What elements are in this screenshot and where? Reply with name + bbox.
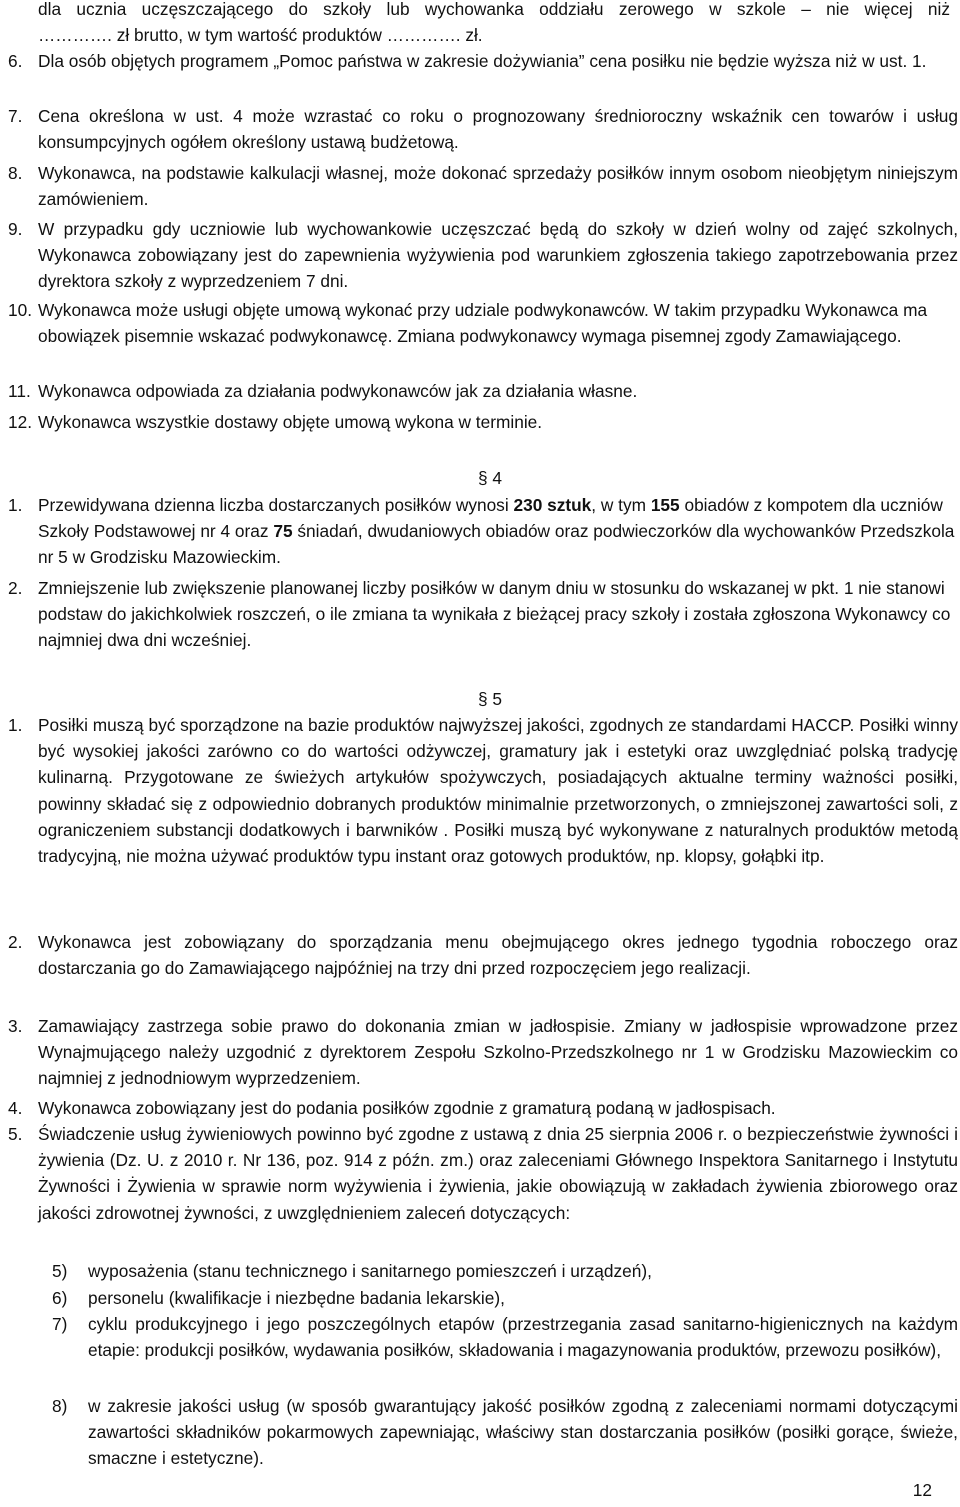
item-text: W przypadku gdy uczniowie lub wychowankowie uczęszczać będą do szkoły w dzień wolny od zajęć szkolnych, Wykonawca zobowiązany jest do zapewnienia wyżywienia pod warunkiem zgłoszenia takiego zapotrzebowania przez dyrektora szkoły z wyprzedzeniem 7 dni. [38, 219, 958, 292]
sub-item-number: 6) [52, 1288, 68, 1308]
fragment-line-1: dla ucznia uczęszczającego do szkoły lub wychowanka oddziału zerowego w szkole – nie więcej niż [38, 0, 950, 19]
sub-item-text: w zakresie jakości usług (w sposób gwarantujący jakość posiłków zgodną z zaleceniami normami dotyczącymi zawartości składników pokarmowych zapewniając, właściwy stan dostarczania posiłków (posiłki gorące, świeże, smaczne i estetyczne). [88, 1396, 958, 1469]
section-heading [0, 686, 960, 712]
sub-item-text: wyposażenia (stanu technicznego i sanitarnego pomieszczeń i urządzeń), [88, 1261, 652, 1281]
bold-count: 75 [273, 521, 293, 542]
sub-item-number: 5) [52, 1261, 68, 1281]
section-5-heading: § 5 [477, 689, 503, 709]
item-number: 12. [8, 412, 33, 432]
section-4-heading: § 4 [477, 468, 503, 488]
item-number: 2. [8, 932, 23, 952]
item-number: 1. [8, 715, 23, 735]
text-run: , w tym [591, 495, 651, 515]
continued-paragraph [38, 0, 950, 48]
item-number: 1. [8, 495, 23, 515]
item-number: 8. [8, 163, 23, 183]
text-run: obiadów z kompotem dla uczniów Szkoły Podstawowej nr 4 oraz [38, 495, 943, 542]
item-text: Wykonawca odpowiada za działania podwykonawców jak za działania własne. [38, 381, 638, 401]
item-text: Wykonawca wszystkie dostawy objęte umową wykona w terminie. [38, 412, 543, 432]
item-number: 2. [8, 578, 23, 598]
item-text: Wykonawca, na podstawie kalkulacji własnej, może dokonać sprzedaży posiłków innym osobom nieobjętym niniejszym zamówieniem. [38, 163, 958, 210]
bold-count: 230 sztuk [513, 495, 592, 515]
item-number: 9. [8, 219, 23, 239]
fragment-line-2: …………. zł brutto, w tym wartość produktów …………. zł. [38, 25, 483, 46]
item-number: 6. [8, 51, 23, 71]
item-number: 7. [8, 106, 23, 126]
item-text: Posiłki muszą być sporządzone na bazie produktów najwyższej jakości, zgodnych ze standardami HACCP. Posiłki winny być wysokiej jakości zarówno co do wartości odżywczej, gramatury jak i estetyki oraz uwzględniać polską tradycję kulinarną. Przygotowane ze świeżych artykułów spożywczych, posiadających aktualne terminy ważności posiłki, powinny składać się z odpowiednio dobranych produktów minimalnie przetworzonych, o zmniejszonej zawartości soli, z ograniczeniem substancji dodatkowych i barwników . Posiłki muszą być wykonywane z naturalnych produktów metodą tradycyjną, nie można używać produktów typu instant oraz gotowych produktów, np. klopsy, gołąbki itp. [38, 715, 958, 867]
item-text: Dla osób objętych programem „Pomoc państwa w zakresie dożywiania” cena posiłku nie będzie wyższa niż w ust. 1. [38, 51, 927, 71]
item-number: 5. [8, 1124, 23, 1144]
sub-item-number: 8) [52, 1396, 68, 1416]
item-text: Wykonawca zobowiązany jest do podania posiłków zgodnie z gramaturą podaną w jadłospisach. [38, 1098, 776, 1118]
item-text [38, 492, 958, 571]
item-text: Wykonawca jest zobowiązany do sporządzania menu obejmującego okres jednego tygodnia roboczego oraz dostarczania go do Zamawiającego najpóźniej na trzy dni przed rozpoczęciem jego realizacji. [38, 932, 958, 979]
sub-item-text: cyklu produkcyjnego i jego poszczególnych etapów (przestrzegania zasad sanitarno-higienicznych na każdym etapie: produkcji posiłków, wydawania posiłków, składowania i magazynowania produktów, przewozu posiłków), [88, 1314, 958, 1361]
item-number: 10. [8, 300, 33, 320]
item-text: Zamawiający zastrzega sobie prawo do dokonania zmian w jadłospisie. Zmiany w jadłospisie wprowadzone przez Wynajmującego należy uzgodnić z dyrektorem Zespołu Szkolno-Przedszkolnego nr 1 w Grodzisku Mazowieckim co najmniej z jednodniowym wyprzedzeniem. [38, 1016, 958, 1089]
item-text: Świadczenie usług żywieniowych powinno być zgodne z ustawą z dnia 25 sierpnia 2006 r. o bezpieczeństwie żywności i żywienia (Dz. U. z 2010 r. Nr 136, poz. 914 z późn. zm.) oraz zaleceniami Głównego Inspektora Sanitarnego i Instytutu Żywności i Żywienia w sprawie norm wyżywienia i żywienia, jakie obowiązują w zakładach żywienia zbiorowego oraz jakości zdrowotnej żywności, z uwzględnieniem zaleceń dotyczących: [38, 1124, 958, 1223]
item-text: Cena określona w ust. 4 może wzrastać co roku o prognozowany średnioroczny wskaźnik cen towarów i usług konsumpcyjnych ogółem określony ustawą budżetową. [38, 106, 958, 153]
text-run: śniadań, dwudaniowych obiadów oraz podwieczorków dla wychowanków Przedszkola nr 5 w Grodzisku Mazowieckim. [38, 521, 955, 568]
item-number: 3. [8, 1016, 23, 1036]
item-number: 11. [8, 381, 31, 401]
section-heading [0, 465, 960, 491]
item-text: Wykonawca może usługi objęte umową wykonać przy udziale podwykonawców. W takim przypadku Wykonawca ma obowiązek pisemnie wskazać podwykonawcę. Zmiana podwykonawcy wymaga pisemnej zgody Zamawiającego. [38, 300, 928, 347]
item-number: 4. [8, 1098, 23, 1118]
page-number: 12 [912, 1480, 932, 1500]
item-text: Zmniejszenie lub zwiększenie planowanej liczby posiłków w danym dniu w stosunku do wskazanej w pkt. 1 nie stanowi podstaw do jakichkolwiek roszczeń, o ile zmiana ta wynikała z bieżącej pracy szkoły i została zgłoszona Wykonawcy co najmniej dwa dni wcześniej. [38, 578, 951, 651]
sub-item-number: 7) [52, 1314, 68, 1334]
sub-item-text: personelu (kwalifikacje i niezbędne badania lekarskie), [88, 1288, 505, 1308]
bold-count: 155 [650, 495, 680, 515]
text-run: Przewidywana dzienna liczba dostarczanych posiłków wynosi [38, 495, 514, 515]
